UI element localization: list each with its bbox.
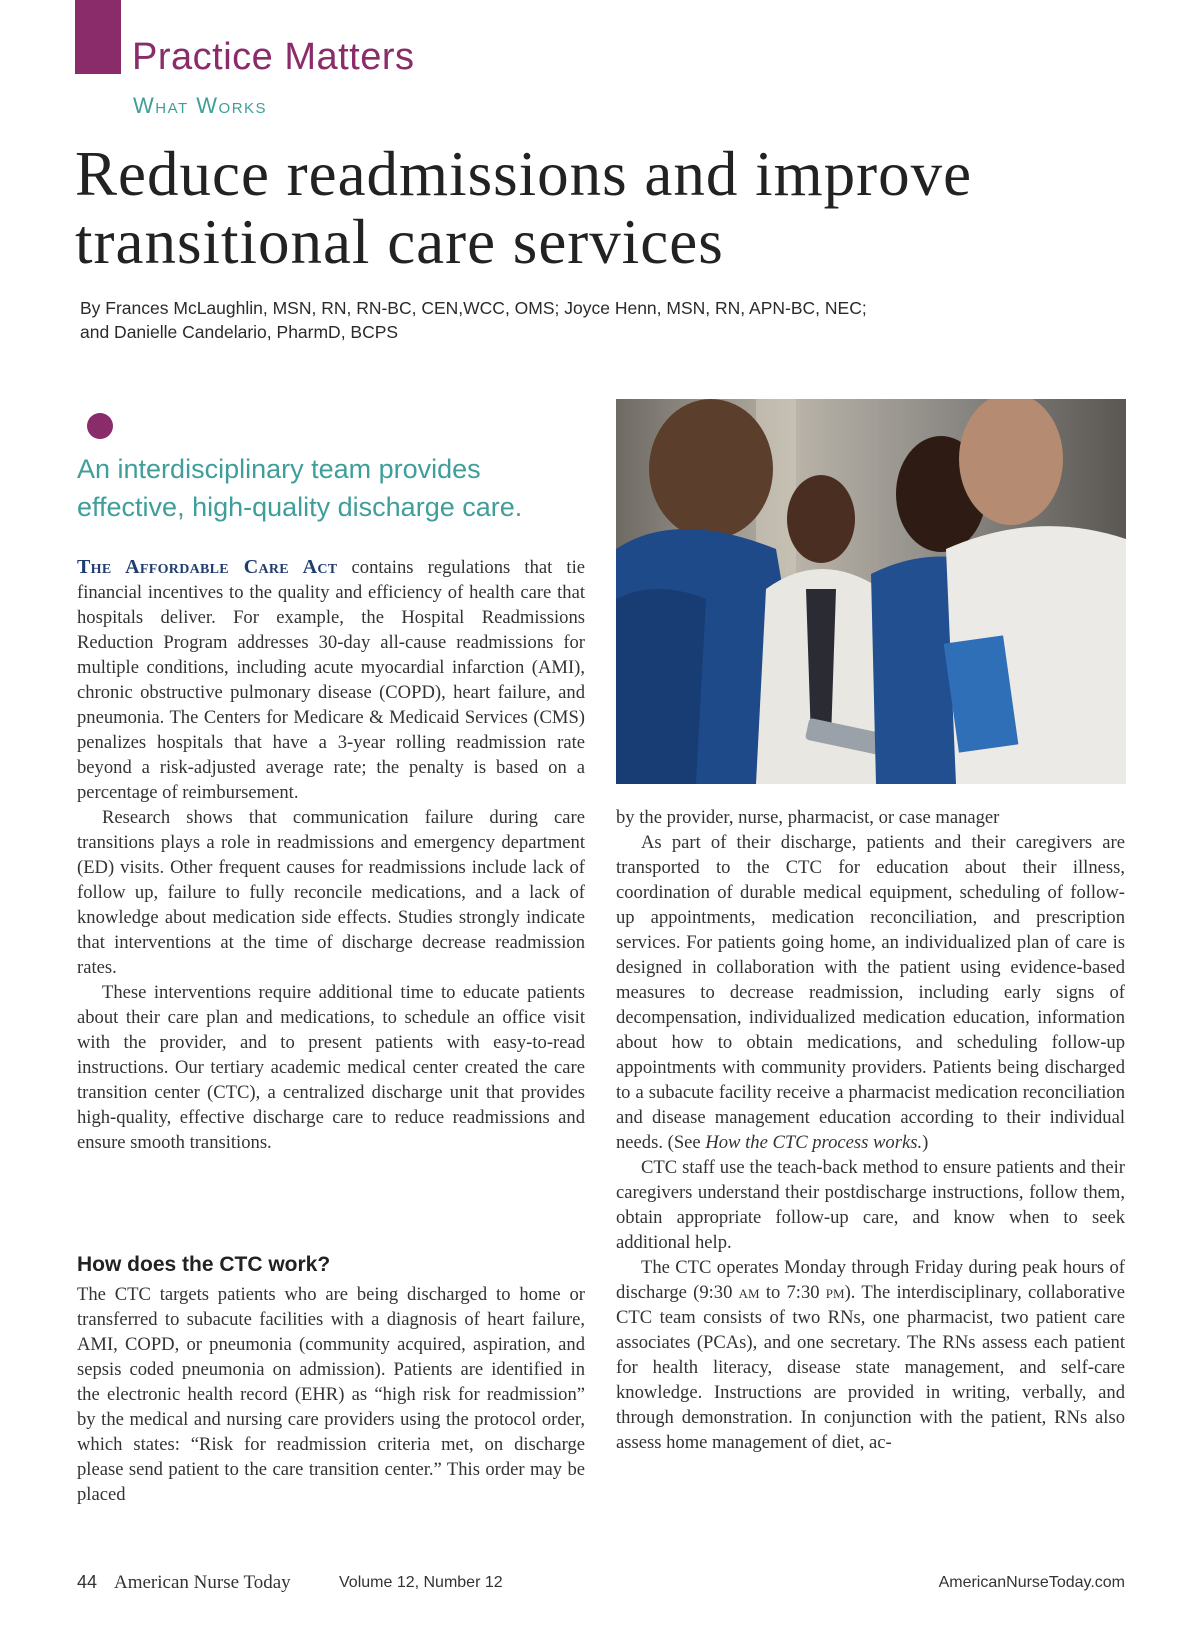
website-url: AmericanNurseToday.com: [938, 1574, 1125, 1591]
page-number: 44: [77, 1572, 98, 1592]
cross-reference: How the CTC process works.: [705, 1132, 923, 1153]
body-column-left-lower: [77, 1282, 585, 1507]
body-column-right: [616, 805, 1125, 1455]
section-subhead: How does the CTC work?: [77, 1253, 331, 1276]
body-paragraph: Research shows that communication failure during care transitions plays a role in readmissions and emergency department (ED) visits. Other frequent causes for readmissions include lack of follow up, failure to fully reconcile medications, and a lack of knowledge about medication side effects. Studies strongly indicate that interventions at the time of discharge decrease readmission rates.: [77, 807, 585, 978]
body-paragraph: by the provider, nurse, pharmacist, or case manager: [616, 807, 1000, 828]
body-paragraph: As part of their discharge, patients and their caregivers are transported to the CTC for education about their illness, coordination of durable medical equipment, scheduling of follow-up appointments, medication reconciliation, and prescription services. For patients going home, an individualized plan of care is designed in collaboration with the patient using evidence-based measures to decrease readmission, including early signs of decompensation, individualized medication education, information about how to obtain medications, and scheduling follow-up appointments with community providers. Patients being discharged to a subacute facility receive a pharmacist medication reconciliation and disease management education according to their individual needs. (See How the CTC process works.): [616, 832, 1125, 1153]
photo-medical-team: [616, 399, 1126, 784]
article-photo: [616, 399, 1126, 784]
section-title: Practice Matters: [132, 36, 415, 78]
deck-bullet-dot: [87, 413, 113, 439]
byline-line-2: and Danielle Candelario, PharmD, BCPS: [80, 322, 399, 342]
body-paragraph: CTC staff use the teach-back method to ensure patients and their caregivers understand their postdischarge instructions, follow them, obtain appropriate follow-up care, and know when to seek additional help.: [616, 1157, 1125, 1253]
body-paragraph: These interventions require additional time to educate patients about their care plan and medications, to schedule an office visit with the provider, and to present patients with easy-to-read instructions. Our tertiary academic medical center created the care transition center (CTC), a centralized discharge unit that provides high-quality, effective discharge care to reduce readmissions and ensure smooth transitions.: [77, 982, 585, 1153]
section-subtitle: What Works: [133, 93, 268, 118]
article-headline: Reduce readmissions and improve transitional care services: [75, 139, 973, 277]
body-column-left: [77, 555, 585, 1155]
byline: [80, 296, 980, 344]
body-paragraph: The CTC targets patients who are being discharged to home or transferred to subacute facilities with a diagnosis of heart failure, AMI, COPD, or pneumonia (community acquired, aspiration, and sepsis coded pneumonia on admission). Patients are identified in the electronic health record (EHR) as “high risk for readmission” by the medical and nursing care providers using the protocol order, which states: “Risk for readmission criteria met, on discharge please send patient to the care transition center.” This order may be placed: [77, 1284, 585, 1505]
magazine-name: American Nurse Today: [114, 1572, 291, 1593]
volume-info: Volume 12, Number 12: [339, 1574, 503, 1591]
byline-line-1: By Frances McLaughlin, MSN, RN, RN-BC, CEN,WCC, OMS; Joyce Henn, MSN, RN, APN-BC, NEC;: [80, 298, 867, 318]
lead-in: The Affordable Care Act: [77, 556, 338, 578]
body-paragraph: The Affordable Care Act contains regulations that tie financial incentives to the quality and efficiency of health care that hospitals deliver. For example, the Hospital Readmissions Reduction Program addresses 30-day all-cause readmissions for multiple conditions, including acute myocardial infarction (AMI), chronic obstructive pulmonary disease (COPD), heart failure, and pneumonia. The Centers for Medicare & Medicaid Services (CMS) penalizes hospitals that have a 3-year rolling readmission rate beyond a risk-adjusted average rate; the penalty is based on a percentage of reimbursement.: [77, 556, 586, 803]
section-color-bar: [75, 0, 121, 74]
body-paragraph: The CTC operates Monday through Friday during peak hours of discharge (9:30 am to 7:30 pm). The interdisciplinary, collaborative CTC team consists of two RNs, one pharmacist, two patient care associates (PCAs), and one secretary. The RNs assess each patient for health literacy, disease state management, and self-care knowledge. Instructions are provided in writing, verbally, and through demonstration. In conjunction with the patient, RNs also assess home management of diet, ac-: [616, 1257, 1126, 1453]
article-deck: An interdisciplinary team provides effective, high-quality discharge care.: [77, 454, 523, 522]
